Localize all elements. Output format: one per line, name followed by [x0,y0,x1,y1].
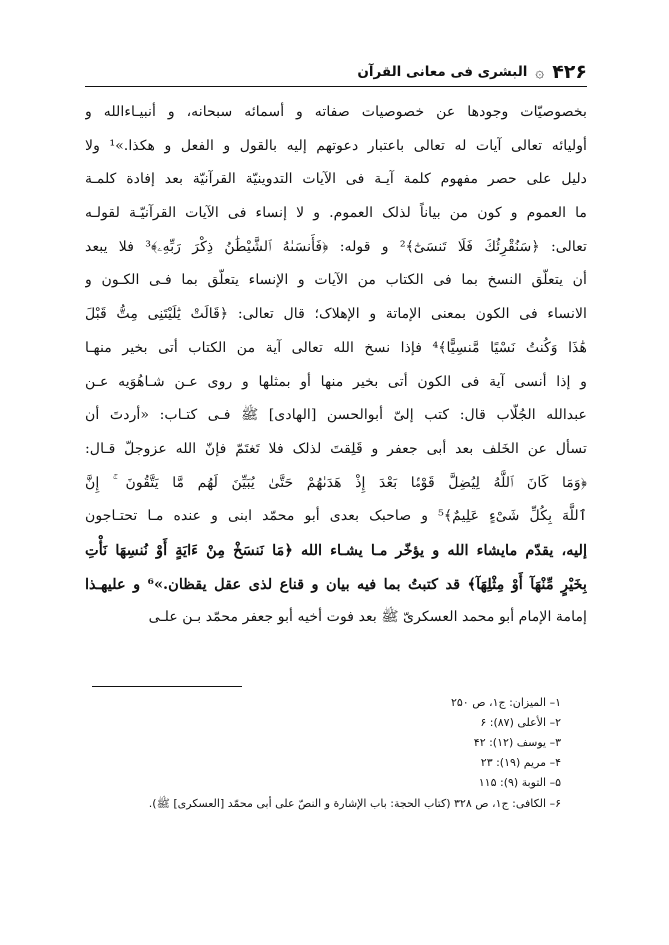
text-line: تسأل عن الخَلف بعد أبی جعفر و قَلِقتَ لذلک فلا تَغتَمّ فإنّ الله عزوجلّ قـال: [85,440,587,457]
quran-verse-line: ﴿وَمَا كَانَ ٱللَّهُ لِيُضِلَّ قَوْمًۢا بَعْدَ إِذْ هَدَىٰهُمْ حَتَّىٰ يُبَيِّنَ لَهُم مَّا يَتَّقُونَ ۚ إِنَّ [85,474,587,491]
text-line: تعالی: ﴿سَنُقْرِئُكَ فَلَا تَنسَىٰٓ﴾² و قوله: ﴿فَأَنسَىٰهُ ٱلشَّيْطَٰنُ ذِكْرَ رَبِّهِۦ﴾³ فلا یبعد [85,238,587,255]
text-line: إمامة الإمام أبو محمد العسکریّ ﷺ بعد فوت أخیه أبو جعفر محمّد بـن علـی [148,609,587,626]
ornament-icon: ۞ [535,63,545,81]
footnote-divider [92,686,242,687]
text-line: ما العموم و کون من بیاناً لذلک العموم. و لا إنساء فی الآیات القرآنیّـة لقولـه [85,205,587,222]
page-header [85,58,587,87]
footnote-4: ۴– مریم (۱۹): ۲۳ [480,756,561,769]
text-line: و إذا أنسی آیة فی الکون أتی بخیر منها أو بمثلها و روی عـن شـاهُوَیه عـن [85,373,587,390]
footnote-2: ۲– الأعلی (۸۷): ۶ [480,716,561,729]
quran-verse-line: بِخَيْرٍ مِّنْهَآ أَوْ مِثْلِهَآ﴾ قد کتبتُ بما فیه بیان و قناع لذی عقل یقظان.»⁶ و علیهـذا [85,575,587,593]
text-line: عبدالله الجُلّاب قال: کتب إلیّ أبوالحسن [الهادی] ﷺ فـی کتـاب: «أردتَ أن [85,407,587,424]
text-line: الانساء فی الکون بمعنی الإماتة و الإهلاک؛ قال تعالی: ﴿قَالَتْ يَٰلَيْتَنِى مِتُّ قَبْلَ [85,306,587,323]
text-line: أن یتعلّق النسخ بما فی الکتاب من الآیات و الإنساء یتعلّق بما فـی الکـون و [85,272,587,289]
running-title: البشری فی معانی القرآن [357,64,528,80]
text-line: دلیل علی حصر مفهوم کلمة آیـة فی الآیات التدوینیّة القرآنیّة بعد إفادة کلمـة [85,171,587,188]
main-text [85,96,587,635]
footnote-6: ۶– الکافی: ج۱، ص ۳۲۸ (کتاب الحجة: باب الإشارة و النصّ علی أبی محمّد [العسکری] ﷺ). [148,797,561,810]
text-line: بخصوصیّات وجودها عن خصوصیات صفاته و أسمائه سبحانه، و أنبیـاءالله و [85,104,587,120]
text-line: أولیائه تعالی آیات له تعالی باعتبار دعوتهم إلیه بالقول و الفعل و هکذا.»¹ ولا [85,137,587,154]
text-line: ٱللَّهَ بِكُلِّ شَىْءٍ عَلِيمٌ﴾⁵ و صاحبک بعدی أبو محمّد ابنی و عنده مـا تحتـاجون [85,508,587,525]
text-line: هَٰذَا وَكُنتُ نَسْيًا مَّنسِيًّا﴾⁴ فإذا نسخ الله تعالی آیة من الکتاب أتی بخیر منهـا [85,339,587,356]
page-number: ۴۲۶ [552,61,587,83]
quran-verse-line: إلیه، یقدّم مایشاء الله و یؤخّر مـا یشـاء الله ﴿مَا نَنسَخْ مِنْ ءَايَةٍ أَوْ نُنسِهَا نَأْتِ [85,541,587,559]
footnote-3: ۳– یوسف (۱۲): ۴۲ [473,736,561,749]
footnote-5: ۵– التوبة (۹): ۱۱۵ [478,776,561,789]
footnote-1: ۱– المیزان: ج۱، ص ۲۵۰ [450,696,561,709]
